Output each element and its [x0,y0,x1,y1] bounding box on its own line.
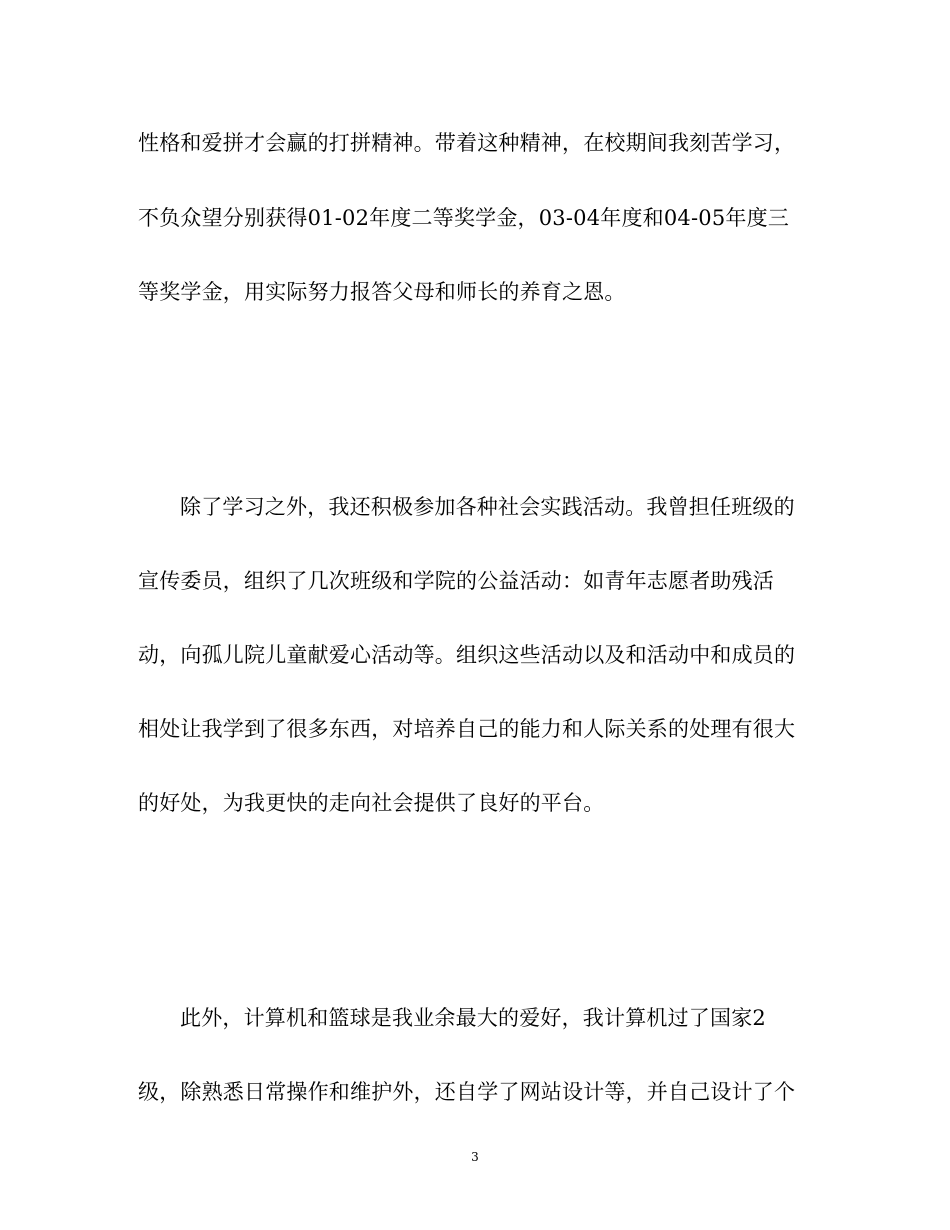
paragraph-2-line-4: 相处让我学到了很多东西，对培养自己的能力和人际关系的处理有很大 [138,717,796,741]
paragraph-3-line-2: 级，除熟悉日常操作和维护外，还自学了网站设计等，并自己设计了个 [138,1080,796,1104]
paragraph-1-line-2: 不负众望分别获得01-02年度二等奖学金，03-04年度和04-05年度三 [138,206,790,230]
page-number: 3 [471,1150,479,1164]
paragraph-2-line-3: 动，向孤儿院儿童献爱心活动等。组织这些活动以及和活动中和成员的 [138,643,796,667]
paragraph-1-line-1: 性格和爱拼才会赢的打拼精神。带着这种精神，在校期间我刻苦学习， [138,131,796,155]
paragraph-3-line-1: 此外，计算机和篮球是我业余最大的爱好，我计算机过了国家2 [180,1006,766,1030]
paragraph-2-line-1: 除了学习之外，我还积极参加各种社会实践活动。我曾担任班级的 [180,495,795,519]
paragraph-2-line-5: 的好处，为我更快的走向社会提供了良好的平台。 [138,791,605,815]
paragraph-1-line-3: 等奖学金，用实际努力报答父母和师长的养育之恩。 [138,280,626,304]
paragraph-2-line-2: 宣传委员，组织了几次班级和学院的公益活动：如青年志愿者助残活 [138,569,774,593]
